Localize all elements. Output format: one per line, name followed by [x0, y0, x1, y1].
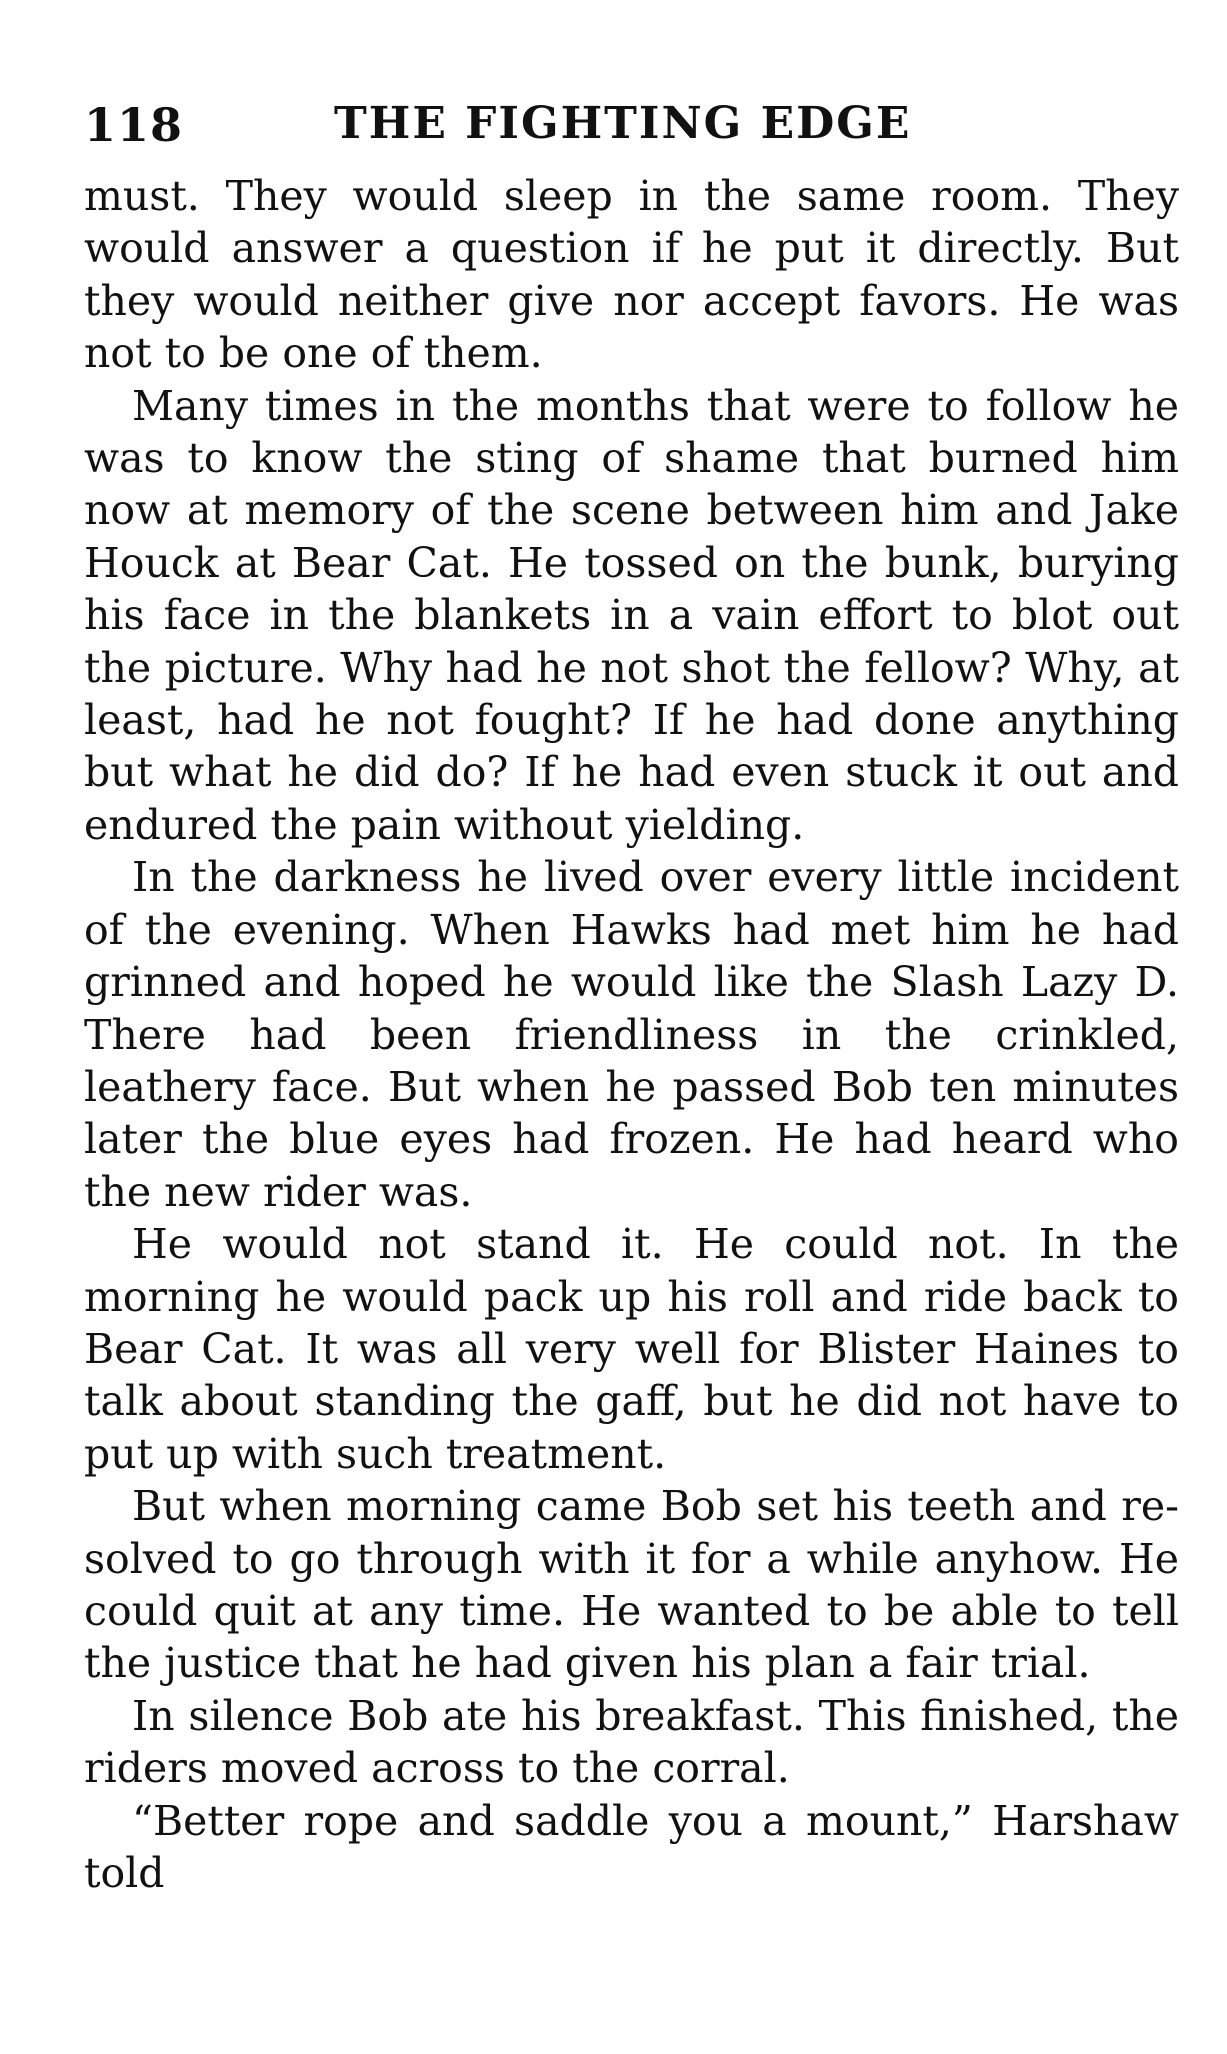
paragraph: “Better rope and saddle you a mount,” Harshaw told [84, 1796, 1179, 1897]
running-title: THE FIGHTING EDGE [334, 98, 912, 149]
body-text [84, 170, 1179, 1899]
paragraph: In silence Bob ate his breakfast. This finished, the riders moved across to the corral. [84, 1691, 1179, 1793]
page-header [84, 92, 1179, 170]
book-page [84, 92, 1179, 1899]
paragraph: Many times in the months that were to follow he was to know the sting of shame that burned him now at memory of the scene between him and Jake Houck at Bear Cat. He tossed on the bunk, burying his face in the blankets in a vain effort to blot out the picture. Why had he not shot the fellow? Why, at least, had he not fought? If he had done anything but what he did do? If he had even stuck it out and endured the pain without yielding. [84, 381, 1179, 849]
paragraph: He would not stand it. He could not. In the morning he would pack up his roll and ride back to Bear Cat. It was all very well for Blister Haines to talk about standing the gaff, but he did not have to put up with such treatment. [84, 1220, 1179, 1478]
paragraph: But when morning came Bob set his teeth and resolved to go through with it for a while anyhow. He could quit at any time. He wanted to be able to tell the justice that he had given his plan a fair trial. [84, 1482, 1179, 1688]
paragraph: must. They would sleep in the same room. They would answer a question if he put it directly. But they would neither give nor accept favors. He was not to be one of them. [84, 172, 1179, 378]
page-number: 118 [84, 98, 184, 152]
paragraph: In the darkness he lived over every little incident of the evening. When Hawks had met him he had grinned and hoped he would like the Slash Lazy D. There had been friendliness in the crinkled, leathery face. But when he passed Bob ten minutes later the blue eyes had frozen. He had heard who the new rider was. [84, 853, 1179, 1216]
